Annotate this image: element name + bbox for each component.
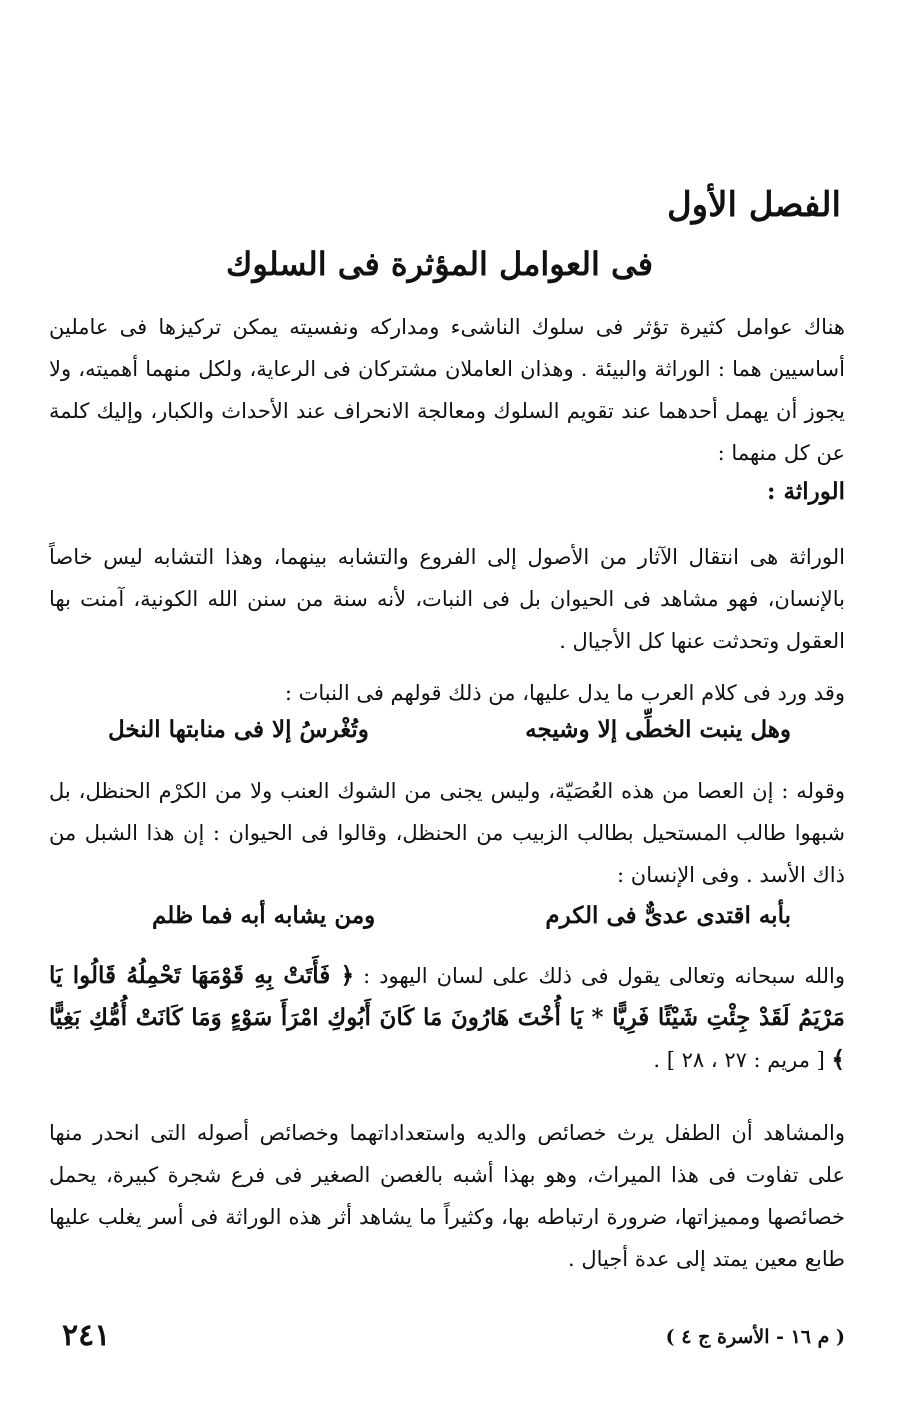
- intro-paragraph: هناك عوامل كثيرة تؤثر فى سلوك الناشىء ومداركه ونفسيته يمكن تركيزها فى عاملين أساسيين هما : الوراثة والبيئة . وهذان العاملان مشتركان فى الرعاية، ولكل منهما أهميته، ولا يجوز أن يهمل أحدهما عند تقويم السلوك ومعالجة الانحراف عند الأحداث والكبار، وإليك كلمة عن كل منهما :: [49, 315, 845, 465]
- quran-reference: [ مريم : ٢٧ ، ٢٨ ] .: [653, 1048, 832, 1072]
- poem-verse-2-second-hemistich: ومن يشابه أبه فما ظلم: [152, 902, 376, 929]
- saying-paragraph: وقوله : إن العصا من هذه العُصَيّة، وليس يجنى من الشوك العنب ولا من الكرْم الحنظل، بل شبهوا طالب المستحيل بطالب الزبيب من الحنظل، وقالوا فى الحيوان : إن هذا الشبل من ذاك الأسد . وفى الإنسان :: [49, 779, 845, 887]
- chapter-title: الفصل الأول: [666, 185, 841, 225]
- chapter-subtitle: فى العوامل المؤثرة فى السلوك: [225, 245, 653, 283]
- section-heading-heredity: الوراثة :: [766, 478, 845, 505]
- poem-verse-1-second-hemistich: وتُغْرسُ إلا فى منابتها النخل: [108, 716, 369, 743]
- page-number: ٢٤١: [62, 1318, 111, 1353]
- poem-verse-1-first-hemistich: وهل ينبت الخطِّى إلا وشيجه: [525, 716, 791, 743]
- arab-speech-paragraph: وقد ورد فى كلام العرب ما يدل عليها، من ذلك قولهم فى النبات :: [284, 681, 845, 705]
- footer-signature-note: ( م ١٦ - الأسرة ج ٤ ): [665, 1326, 845, 1348]
- observation-paragraph: والمشاهد أن الطفل يرث خصائص والديه واستعداداتهما وخصائص أصوله التى انحدر منها على تفاوت فى هذا الميراث، وهو بهذا أشبه بالغصن الصغير فى فرع شجرة كبيرة، يحمل خصائصها ومميزاتها، ضرورة ارتباطه بها، وكثيراً ما يشاهد أثر هذه الوراثة فى أسر يغلب عليها طابع معين يمتد إلى عدة أجيال .: [49, 1121, 845, 1271]
- quran-intro-text: والله سبحانه وتعالى يقول فى ذلك على لسان اليهود :: [354, 964, 845, 988]
- quran-verse: ﴿ فَأَتَتْ بِهِ قَوْمَهَا تَحْمِلُهُ قَالُوا يَا مَرْيَمُ لَقَدْ جِئْتِ شَيْئًا فَرِيًّا * يَا أُخْتَ هَارُونَ مَا كَانَ أَبُوكِ امْرَأَ سَوْءٍ وَمَا كَانَتْ أُمُّكِ بَغِيًّا ﴾: [49, 962, 845, 1073]
- poem-verse-2-first-hemistich: بأبه اقتدى عدىٌّ فى الكرم: [545, 902, 791, 929]
- heredity-definition-paragraph: الوراثة هى انتقال الآثار من الأصول إلى الفروع والتشابه بينهما، وهذا التشابه ليس خاصاً بالإنسان، فهو مشاهد فى الحيوان بل فى النبات، لأنه سنة من سنن الله الكونية، آمنت بها العقول وتحدثت عنها كل الأجيال .: [49, 545, 845, 653]
- quran-paragraph: [49, 955, 845, 1081]
